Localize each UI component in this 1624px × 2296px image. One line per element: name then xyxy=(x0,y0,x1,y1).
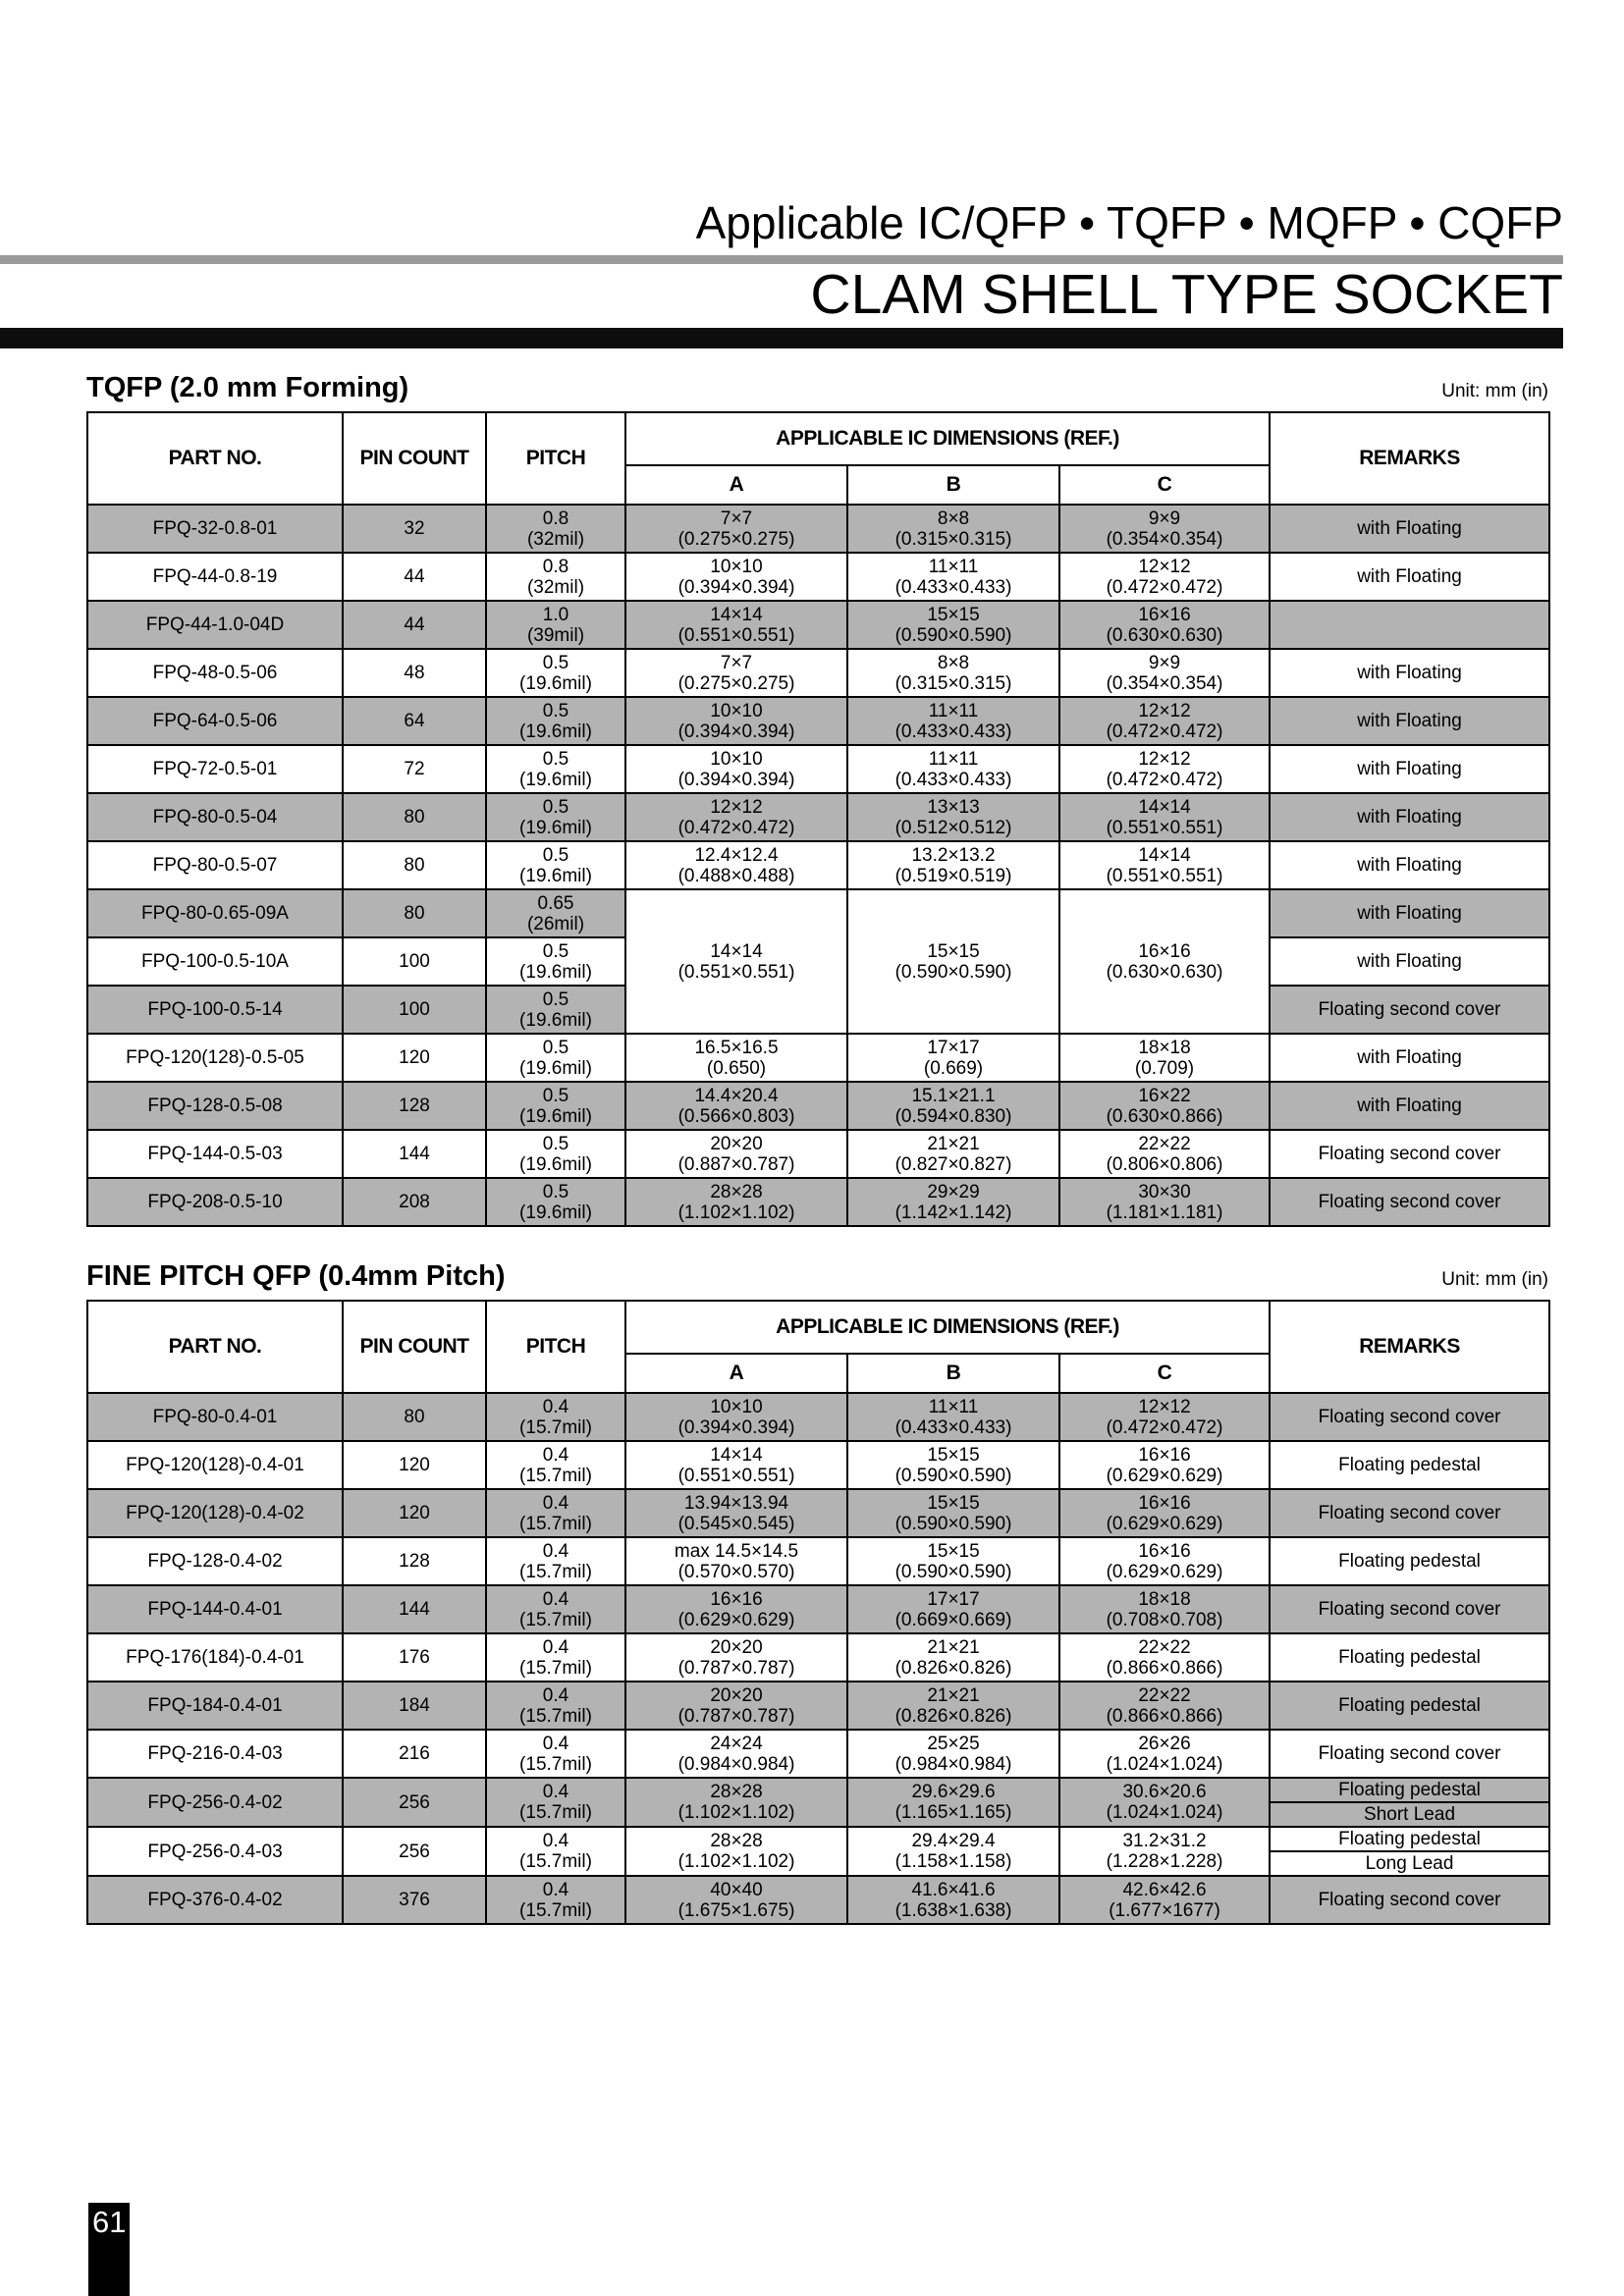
remarks-cell: Floating second cover xyxy=(1270,1489,1549,1537)
dimension-c-cell: 42.6×42.6 (1.677×1677) xyxy=(1059,1876,1270,1924)
col-header-part-no: PART NO. xyxy=(87,412,343,505)
dimension-b-cell: 15.1×21.1 (0.594×0.830) xyxy=(847,1082,1059,1130)
part-no-cell: FPQ-80-0.65-09A xyxy=(87,889,343,937)
remarks-cell: with Floating xyxy=(1270,937,1549,986)
pitch-cell: 0.5 (19.6mil) xyxy=(486,793,625,841)
pitch-cell: 0.5 (19.6mil) xyxy=(486,1082,625,1130)
part-no-cell: FPQ-48-0.5-06 xyxy=(87,649,343,697)
remarks-cell: Floating pedestal Long Lead xyxy=(1270,1827,1549,1876)
dimension-c-cell: 22×22 (0.866×0.866) xyxy=(1059,1633,1270,1682)
pitch-cell: 0.5 (19.6mil) xyxy=(486,986,625,1034)
pin-count-cell: 72 xyxy=(343,745,486,793)
remarks-cell: with Floating xyxy=(1270,841,1549,889)
pitch-cell: 0.4 (15.7mil) xyxy=(486,1827,625,1876)
pitch-cell: 0.4 (15.7mil) xyxy=(486,1441,625,1489)
col-header-c: C xyxy=(1059,1354,1270,1393)
part-no-cell: FPQ-44-0.8-19 xyxy=(87,553,343,601)
part-no-cell: FPQ-256-0.4-03 xyxy=(87,1827,343,1876)
part-no-cell: FPQ-100-0.5-10A xyxy=(87,937,343,986)
table-row xyxy=(87,1178,1549,1226)
pin-count-cell: 216 xyxy=(343,1730,486,1778)
dimension-b-cell: 29.4×29.4 (1.158×1.158) xyxy=(847,1827,1059,1876)
dimension-b-cell: 11×11 (0.433×0.433) xyxy=(847,553,1059,601)
pin-count-cell: 256 xyxy=(343,1778,486,1827)
section-title: TQFP (2.0 mm Forming) xyxy=(86,372,409,403)
table-row xyxy=(87,505,1549,553)
col-header-dimensions-group: APPLICABLE IC DIMENSIONS (REF.) xyxy=(625,1301,1270,1354)
dimension-a-cell: 20×20 (0.787×0.787) xyxy=(625,1633,847,1682)
pitch-cell: 0.65 (26mil) xyxy=(486,889,625,937)
pitch-cell: 0.4 (15.7mil) xyxy=(486,1537,625,1585)
pin-count-cell: 80 xyxy=(343,793,486,841)
page-header xyxy=(0,0,1624,348)
remarks-cell: with Floating xyxy=(1270,649,1549,697)
section-head xyxy=(86,1260,1548,1293)
table-row xyxy=(87,697,1549,745)
table-row xyxy=(87,1082,1549,1130)
part-no-cell: FPQ-120(128)-0.4-02 xyxy=(87,1489,343,1537)
pin-count-cell: 80 xyxy=(343,841,486,889)
pin-count-cell: 184 xyxy=(343,1682,486,1730)
table-row xyxy=(87,1537,1549,1585)
dimension-c-cell: 9×9 (0.354×0.354) xyxy=(1059,505,1270,553)
table-row xyxy=(87,1682,1549,1730)
pitch-cell: 0.5 (19.6mil) xyxy=(486,1034,625,1082)
pin-count-cell: 80 xyxy=(343,889,486,937)
remarks-cell: Floating second cover xyxy=(1270,1730,1549,1778)
pitch-cell: 0.5 (19.6mil) xyxy=(486,1130,625,1178)
part-no-cell: FPQ-176(184)-0.4-01 xyxy=(87,1633,343,1682)
pitch-cell: 0.5 (19.6mil) xyxy=(486,841,625,889)
pitch-cell: 0.5 (19.6mil) xyxy=(486,745,625,793)
dimension-c-cell: 12×12 (0.472×0.472) xyxy=(1059,1393,1270,1441)
dimension-a-cell: 28×28 (1.102×1.102) xyxy=(625,1778,847,1827)
dimension-b-cell: 29×29 (1.142×1.142) xyxy=(847,1178,1059,1226)
section-tqfp xyxy=(86,372,1548,1227)
pitch-cell: 0.4 (15.7mil) xyxy=(486,1393,625,1441)
pitch-cell: 0.4 (15.7mil) xyxy=(486,1489,625,1537)
dimension-b-cell: 29.6×29.6 (1.165×1.165) xyxy=(847,1778,1059,1827)
col-header-part-no: PART NO. xyxy=(87,1301,343,1393)
col-header-b: B xyxy=(847,465,1059,505)
remarks-cell: Floating pedestal Short Lead xyxy=(1270,1778,1549,1827)
dimension-b-cell: 17×17 (0.669×0.669) xyxy=(847,1585,1059,1633)
pitch-cell: 0.4 (15.7mil) xyxy=(486,1778,625,1827)
col-header-a: A xyxy=(625,465,847,505)
pin-count-cell: 44 xyxy=(343,601,486,649)
pitch-cell: 0.4 (15.7mil) xyxy=(486,1876,625,1924)
table-header xyxy=(87,412,1549,505)
fine-pitch-qfp-table xyxy=(86,1300,1550,1925)
dimension-c-cell: 30×30 (1.181×1.181) xyxy=(1059,1178,1270,1226)
col-header-pin-count: PIN COUNT xyxy=(343,1301,486,1393)
dimension-c-cell: 16×16 (0.629×0.629) xyxy=(1059,1441,1270,1489)
table-row xyxy=(87,889,1549,937)
table-row xyxy=(87,1393,1549,1441)
dimension-c-cell: 14×14 (0.551×0.551) xyxy=(1059,841,1270,889)
pin-count-cell: 64 xyxy=(343,697,486,745)
pin-count-cell: 144 xyxy=(343,1585,486,1633)
dimension-b-cell: 11×11 (0.433×0.433) xyxy=(847,1393,1059,1441)
dimension-b-cell: 8×8 (0.315×0.315) xyxy=(847,649,1059,697)
part-no-cell: FPQ-216-0.4-03 xyxy=(87,1730,343,1778)
dimension-c-cell: 18×18 (0.708×0.708) xyxy=(1059,1585,1270,1633)
table-row xyxy=(87,601,1549,649)
remarks-cell: with Floating xyxy=(1270,745,1549,793)
dimension-a-cell: 7×7 (0.275×0.275) xyxy=(625,505,847,553)
dimension-a-cell: 10×10 (0.394×0.394) xyxy=(625,697,847,745)
table-row xyxy=(87,1441,1549,1489)
pin-count-cell: 100 xyxy=(343,937,486,986)
remarks-cell: Floating second cover xyxy=(1270,986,1549,1034)
table-row xyxy=(87,1034,1549,1082)
pin-count-cell: 128 xyxy=(343,1537,486,1585)
pin-count-cell: 144 xyxy=(343,1130,486,1178)
part-no-cell: FPQ-184-0.4-01 xyxy=(87,1682,343,1730)
table-row xyxy=(87,1778,1549,1827)
remarks-cell: Floating second cover xyxy=(1270,1130,1549,1178)
col-header-pitch: PITCH xyxy=(486,1301,625,1393)
dimension-b-cell: 15×15 (0.590×0.590) xyxy=(847,1441,1059,1489)
col-header-remarks: REMARKS xyxy=(1270,1301,1549,1393)
remarks-cell: with Floating xyxy=(1270,793,1549,841)
table-header xyxy=(87,1301,1549,1393)
dimension-a-cell: max 14.5×14.5 (0.570×0.570) xyxy=(625,1537,847,1585)
part-no-cell: FPQ-208-0.5-10 xyxy=(87,1178,343,1226)
dimension-c-cell: 18×18 (0.709) xyxy=(1059,1034,1270,1082)
remarks-cell: with Floating xyxy=(1270,697,1549,745)
col-header-a: A xyxy=(625,1354,847,1393)
pin-count-cell: 176 xyxy=(343,1633,486,1682)
pitch-cell: 1.0 (39mil) xyxy=(486,601,625,649)
pin-count-cell: 120 xyxy=(343,1034,486,1082)
dimension-b-cell: 11×11 (0.433×0.433) xyxy=(847,745,1059,793)
dimension-a-cell: 28×28 (1.102×1.102) xyxy=(625,1178,847,1226)
remarks-cell: with Floating xyxy=(1270,889,1549,937)
pitch-cell: 0.5 (19.6mil) xyxy=(486,1178,625,1226)
dimension-a-cell: 16.5×16.5 (0.650) xyxy=(625,1034,847,1082)
remarks-cell: Floating pedestal xyxy=(1270,1441,1549,1489)
pitch-cell: 0.4 (15.7mil) xyxy=(486,1682,625,1730)
dimension-a-cell: 10×10 (0.394×0.394) xyxy=(625,1393,847,1441)
dimension-b-cell: 25×25 (0.984×0.984) xyxy=(847,1730,1059,1778)
dimension-a-cell: 28×28 (1.102×1.102) xyxy=(625,1827,847,1876)
dimension-a-cell: 14.4×20.4 (0.566×0.803) xyxy=(625,1082,847,1130)
remarks-cell: Floating pedestal xyxy=(1270,1633,1549,1682)
part-no-cell: FPQ-376-0.4-02 xyxy=(87,1876,343,1924)
dimension-a-cell: 7×7 (0.275×0.275) xyxy=(625,649,847,697)
table-row xyxy=(87,553,1549,601)
dimension-a-cell: 10×10 (0.394×0.394) xyxy=(625,745,847,793)
dimension-a-cell: 40×40 (1.675×1.675) xyxy=(625,1876,847,1924)
pin-count-cell: 44 xyxy=(343,553,486,601)
dimension-b-cell: 21×21 (0.826×0.826) xyxy=(847,1633,1059,1682)
dimension-b-cell: 15×15 (0.590×0.590) xyxy=(847,889,1059,1034)
section-title: FINE PITCH QFP (0.4mm Pitch) xyxy=(86,1260,506,1292)
dimension-a-cell: 13.94×13.94 (0.545×0.545) xyxy=(625,1489,847,1537)
part-no-cell: FPQ-128-0.5-08 xyxy=(87,1082,343,1130)
dimension-a-cell: 12×12 (0.472×0.472) xyxy=(625,793,847,841)
dimension-a-cell: 14×14 (0.551×0.551) xyxy=(625,601,847,649)
pitch-cell: 0.8 (32mil) xyxy=(486,553,625,601)
dimension-b-cell: 21×21 (0.826×0.826) xyxy=(847,1682,1059,1730)
pin-count-cell: 48 xyxy=(343,649,486,697)
col-header-remarks: REMARKS xyxy=(1270,412,1549,505)
pin-count-cell: 120 xyxy=(343,1489,486,1537)
dimension-c-cell: 12×12 (0.472×0.472) xyxy=(1059,553,1270,601)
part-no-cell: FPQ-128-0.4-02 xyxy=(87,1537,343,1585)
part-no-cell: FPQ-80-0.5-07 xyxy=(87,841,343,889)
pin-count-cell: 376 xyxy=(343,1876,486,1924)
dimension-c-cell: 16×16 (0.629×0.629) xyxy=(1059,1489,1270,1537)
remarks-cell: with Floating xyxy=(1270,505,1549,553)
dimension-a-cell: 14×14 (0.551×0.551) xyxy=(625,889,847,1034)
table-body xyxy=(87,1393,1549,1924)
col-header-b: B xyxy=(847,1354,1059,1393)
pin-count-cell: 208 xyxy=(343,1178,486,1226)
remarks-cell: Floating second cover xyxy=(1270,1876,1549,1924)
pin-count-cell: 256 xyxy=(343,1827,486,1876)
part-no-cell: FPQ-120(128)-0.5-05 xyxy=(87,1034,343,1082)
dimension-b-cell: 21×21 (0.827×0.827) xyxy=(847,1130,1059,1178)
remarks-cell: with Floating xyxy=(1270,553,1549,601)
dimension-b-cell: 41.6×41.6 (1.638×1.638) xyxy=(847,1876,1059,1924)
dimension-b-cell: 13.2×13.2 (0.519×0.519) xyxy=(847,841,1059,889)
pin-count-cell: 128 xyxy=(343,1082,486,1130)
part-no-cell: FPQ-120(128)-0.4-01 xyxy=(87,1441,343,1489)
page-title: Applicable IC/QFP • TQFP • MQFP • CQFP xyxy=(695,197,1563,248)
table-body xyxy=(87,505,1549,1226)
dimension-c-cell: 31.2×31.2 (1.228×1.228) xyxy=(1059,1827,1270,1876)
col-header-pin-count: PIN COUNT xyxy=(343,412,486,505)
page-number: 61 xyxy=(92,2205,127,2239)
part-no-cell: FPQ-256-0.4-02 xyxy=(87,1778,343,1827)
table-row xyxy=(87,841,1549,889)
part-no-cell: FPQ-72-0.5-01 xyxy=(87,745,343,793)
pitch-cell: 0.5 (19.6mil) xyxy=(486,697,625,745)
dimension-c-cell: 26×26 (1.024×1.024) xyxy=(1059,1730,1270,1778)
section-head xyxy=(86,372,1548,404)
table-row xyxy=(87,649,1549,697)
dimension-c-cell: 22×22 (0.806×0.806) xyxy=(1059,1130,1270,1178)
dimension-c-cell: 22×22 (0.866×0.866) xyxy=(1059,1682,1270,1730)
pin-count-cell: 80 xyxy=(343,1393,486,1441)
remarks-cell: Floating second cover xyxy=(1270,1585,1549,1633)
part-no-cell: FPQ-80-0.5-04 xyxy=(87,793,343,841)
pitch-cell: 0.5 (19.6mil) xyxy=(486,937,625,986)
table-row xyxy=(87,1130,1549,1178)
dimension-c-cell: 16×16 (0.629×0.629) xyxy=(1059,1537,1270,1585)
unit-label: Unit: mm (in) xyxy=(1441,1269,1548,1290)
pin-count-cell: 32 xyxy=(343,505,486,553)
page-number-tab xyxy=(88,2203,130,2296)
part-no-cell: FPQ-144-0.4-01 xyxy=(87,1585,343,1633)
dimension-b-cell: 15×15 (0.590×0.590) xyxy=(847,1489,1059,1537)
dimension-c-cell: 16×16 (0.630×0.630) xyxy=(1059,889,1270,1034)
remarks-cell: Floating second cover xyxy=(1270,1178,1549,1226)
pitch-cell: 0.4 (15.7mil) xyxy=(486,1730,625,1778)
dimension-a-cell: 20×20 (0.887×0.787) xyxy=(625,1130,847,1178)
col-header-c: C xyxy=(1059,465,1270,505)
part-no-cell: FPQ-100-0.5-14 xyxy=(87,986,343,1034)
dimension-b-cell: 15×15 (0.590×0.590) xyxy=(847,1537,1059,1585)
dimension-a-cell: 16×16 (0.629×0.629) xyxy=(625,1585,847,1633)
dimension-c-cell: 16×16 (0.630×0.630) xyxy=(1059,601,1270,649)
pin-count-cell: 100 xyxy=(343,986,486,1034)
part-no-cell: FPQ-64-0.5-06 xyxy=(87,697,343,745)
pitch-cell: 0.8 (32mil) xyxy=(486,505,625,553)
table-row xyxy=(87,1876,1549,1924)
pitch-cell: 0.4 (15.7mil) xyxy=(486,1585,625,1633)
pitch-cell: 0.5 (19.6mil) xyxy=(486,649,625,697)
dimension-b-cell: 15×15 (0.590×0.590) xyxy=(847,601,1059,649)
table-row xyxy=(87,1633,1549,1682)
dimension-a-cell: 10×10 (0.394×0.394) xyxy=(625,553,847,601)
table-row xyxy=(87,793,1549,841)
table-row xyxy=(87,745,1549,793)
dimension-b-cell: 8×8 (0.315×0.315) xyxy=(847,505,1059,553)
table-row xyxy=(87,1827,1549,1876)
dimension-c-cell: 9×9 (0.354×0.354) xyxy=(1059,649,1270,697)
remarks-cell: with Floating xyxy=(1270,1082,1549,1130)
part-no-cell: FPQ-80-0.4-01 xyxy=(87,1393,343,1441)
remarks-cell xyxy=(1270,601,1549,649)
remarks-cell: Floating pedestal xyxy=(1270,1537,1549,1585)
dimension-a-cell: 24×24 (0.984×0.984) xyxy=(625,1730,847,1778)
dimension-a-cell: 12.4×12.4 (0.488×0.488) xyxy=(625,841,847,889)
col-header-dimensions-group: APPLICABLE IC DIMENSIONS (REF.) xyxy=(625,412,1270,465)
dimension-c-cell: 12×12 (0.472×0.472) xyxy=(1059,745,1270,793)
part-no-cell: FPQ-44-1.0-04D xyxy=(87,601,343,649)
table-row xyxy=(87,1730,1549,1778)
remarks-cell: Floating second cover xyxy=(1270,1393,1549,1441)
tqfp-table xyxy=(86,411,1550,1227)
black-divider-bar xyxy=(0,328,1563,348)
pitch-cell: 0.4 (15.7mil) xyxy=(486,1633,625,1682)
dimension-b-cell: 17×17 (0.669) xyxy=(847,1034,1059,1082)
table-row xyxy=(87,1489,1549,1537)
dimension-b-cell: 13×13 (0.512×0.512) xyxy=(847,793,1059,841)
dimension-c-cell: 30.6×20.6 (1.024×1.024) xyxy=(1059,1778,1270,1827)
table-row xyxy=(87,1585,1549,1633)
part-no-cell: FPQ-32-0.8-01 xyxy=(87,505,343,553)
part-no-cell: FPQ-144-0.5-03 xyxy=(87,1130,343,1178)
section-fine-pitch-qfp xyxy=(86,1260,1548,1925)
dimension-c-cell: 12×12 (0.472×0.472) xyxy=(1059,697,1270,745)
dimension-b-cell: 11×11 (0.433×0.433) xyxy=(847,697,1059,745)
dimension-c-cell: 14×14 (0.551×0.551) xyxy=(1059,793,1270,841)
col-header-pitch: PITCH xyxy=(486,412,625,505)
dimension-a-cell: 14×14 (0.551×0.551) xyxy=(625,1441,847,1489)
page-subtitle: CLAM SHELL TYPE SOCKET xyxy=(810,263,1563,326)
remarks-cell: with Floating xyxy=(1270,1034,1549,1082)
unit-label: Unit: mm (in) xyxy=(1441,381,1548,401)
remarks-cell: Floating pedestal xyxy=(1270,1682,1549,1730)
pin-count-cell: 120 xyxy=(343,1441,486,1489)
dimension-a-cell: 20×20 (0.787×0.787) xyxy=(625,1682,847,1730)
dimension-c-cell: 16×22 (0.630×0.866) xyxy=(1059,1082,1270,1130)
